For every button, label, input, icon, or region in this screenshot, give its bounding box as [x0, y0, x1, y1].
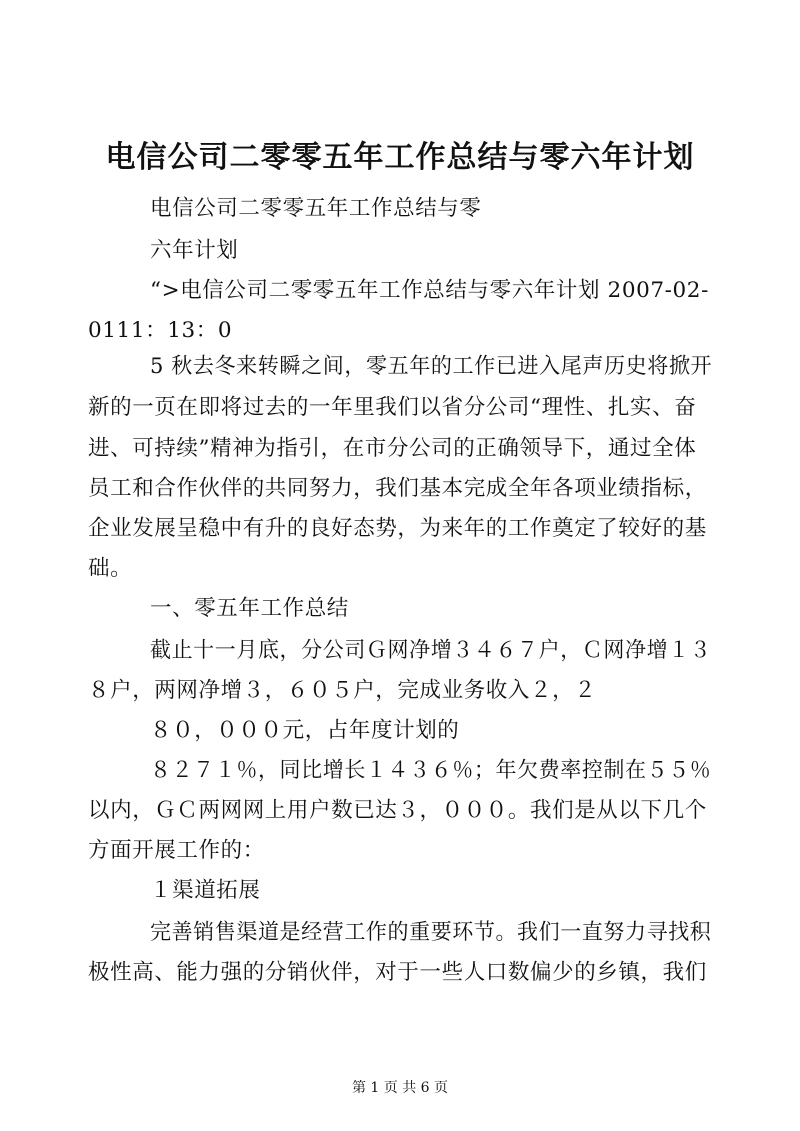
text-line: 电信公司二零零五年工作总结与零 [150, 196, 482, 221]
text-line: ８户，两网净增３，６０５户，完成业务收入２，２ [88, 678, 597, 703]
text-line: 截止十一月底，分公司Ｇ网净增３４６７户，Ｃ网净增１３ [150, 638, 712, 663]
text-line: 方面开展工作的： [88, 838, 265, 863]
text-line: ８０，０００元，占年度计划的 [150, 718, 460, 743]
text-line: 以内，ＧＣ两网网上用户数已达３，０００。我们是从以下几个 [88, 798, 707, 823]
text-line: 进、可持续”精神为指引，在市分公司的正确领导下，通过全体 [88, 436, 697, 461]
subsection-heading: １渠道拓展 [150, 878, 261, 903]
text-line: “>电信公司二零零五年工作总结与零六年计划 2007-02- [150, 278, 709, 303]
text-line: 5 秋去冬来转瞬之间，零五年的工作已进入尾声历史将掀开 [150, 354, 713, 379]
text-line: 0111：13：0 [88, 318, 233, 343]
text-line: ８２７１％，同比增长１４３６％；年欠费率控制在５５％ [150, 758, 712, 783]
document-title: 电信公司二零零五年工作总结与零六年计划 [105, 140, 695, 175]
text-line: 企业发展呈稳中有升的良好态势，为来年的工作奠定了较好的基 [88, 516, 707, 541]
page-footer: 第 1 页 共 6 页 [351, 1080, 449, 1096]
text-line: 六年计划 [150, 238, 239, 263]
section-heading: 一、零五年工作总结 [150, 596, 349, 621]
text-line: 新的一页在即将过去的一年里我们以省分公司“理性、扎实、奋 [88, 395, 697, 420]
text-line: 员工和合作伙伴的共同努力，我们基本完成全年各项业绩指标， [88, 476, 707, 501]
text-line: 完善销售渠道是经营工作的重要环节。我们一直努力寻找积 [150, 920, 712, 945]
text-line: 础。 [88, 556, 133, 581]
text-line: 极性高、能力强的分销伙伴，对于一些人口数偏少的乡镇，我们 [88, 960, 707, 985]
